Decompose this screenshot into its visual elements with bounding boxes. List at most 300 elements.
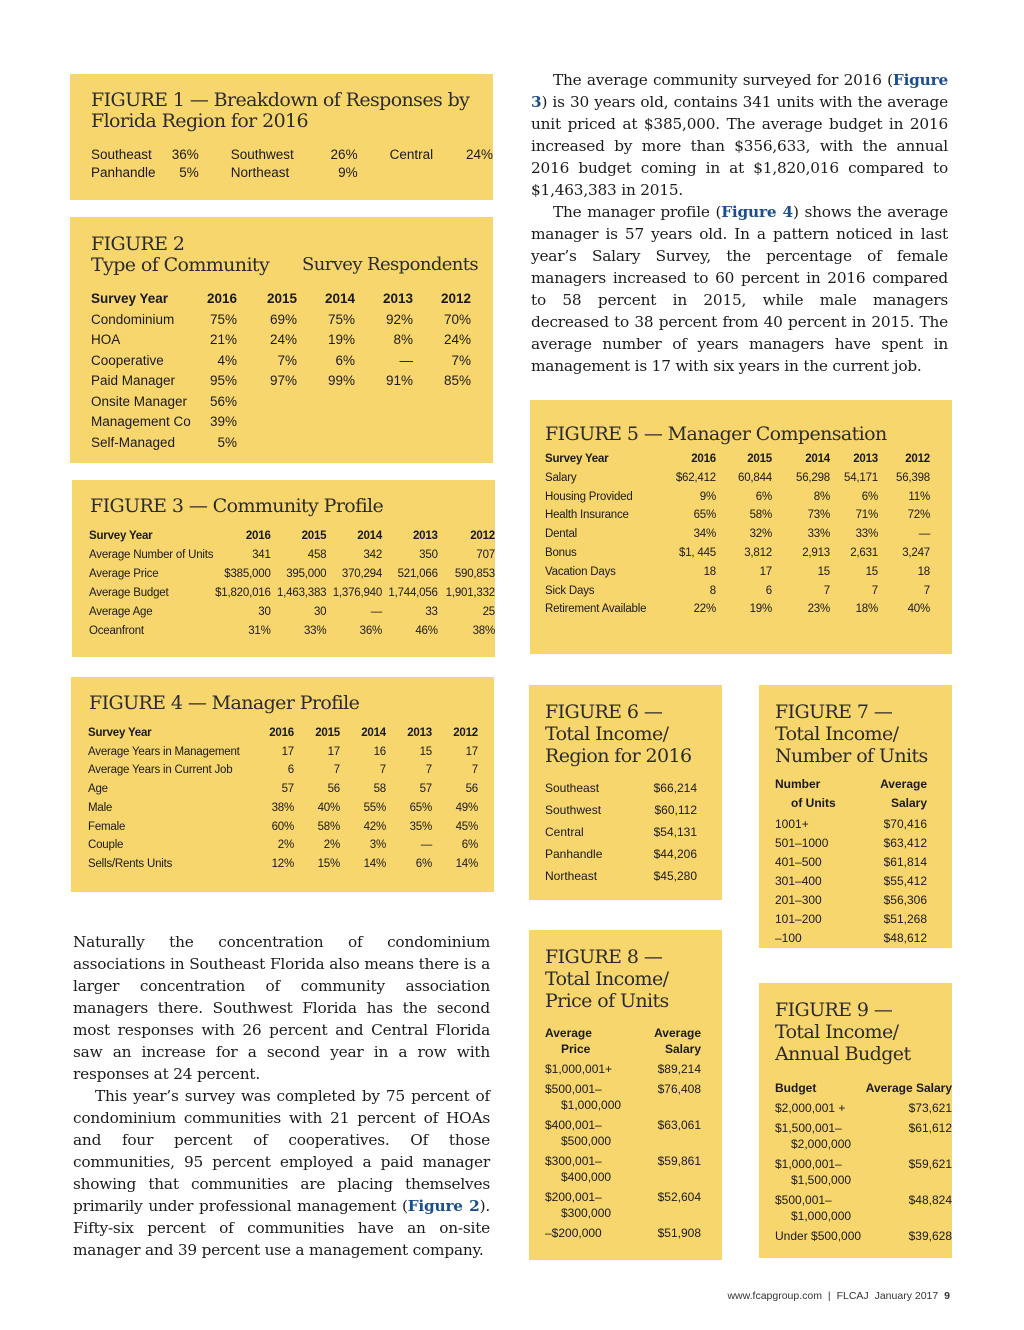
table-row: [88, 836, 478, 855]
table-cell: [355, 392, 413, 413]
table-cell: Health Insurance: [545, 509, 629, 522]
table-cell: Average Age: [89, 606, 153, 618]
cell-line: $500,000: [561, 1134, 612, 1148]
table-cell: 39%: [209, 414, 237, 429]
cell-line: Under $500,000: [775, 1229, 862, 1243]
figure-2-subtitle: Survey Respondents: [302, 254, 479, 275]
table-header-row: [89, 527, 495, 546]
text-span: ) is 30 years old, contains 341 units with the average unit priced at $385,000. The average budget in 2016 increased by more than $356,633, with the annual 2016 budget coming in at $1,820,016 compared to $1,463,383 in 2015.: [531, 93, 948, 199]
cell-line: $200,001–: [545, 1190, 602, 1204]
table-cell: 7%: [451, 352, 471, 368]
table-row: [545, 843, 697, 865]
table-cell: 11%: [908, 490, 930, 503]
table-cell: 2,631: [850, 546, 878, 559]
table-row: [545, 582, 930, 601]
table-cell: Northeast: [230, 165, 290, 180]
cell-line: of Units: [791, 796, 836, 810]
text-span: The manager profile (: [553, 203, 722, 221]
table-header-cell: [775, 775, 865, 815]
table-cell: $39,628: [908, 1229, 952, 1243]
table-cell: 7: [923, 584, 930, 597]
table-cell: Average Years in Management: [88, 745, 240, 758]
figure-6-title-line3: Region for 2016: [545, 745, 692, 767]
table-row: [545, 488, 930, 507]
table-row: [545, 600, 930, 619]
figure-2: [70, 217, 493, 463]
table-cell: 9%: [338, 165, 358, 180]
table-cell: 15: [817, 565, 830, 578]
table-header-cell: 2012: [470, 530, 495, 542]
table-cell: $60,112: [654, 803, 697, 817]
cell-line: $1,000,001–: [775, 1157, 842, 1171]
table-cell: $59,861: [657, 1154, 701, 1168]
cell-line: $1,500,001–: [775, 1121, 842, 1135]
table-row: [91, 310, 471, 331]
table-cell: 32%: [749, 528, 772, 541]
table-row: [775, 1228, 952, 1248]
table-header-cell: 2015: [315, 727, 340, 739]
cell-line: Average: [880, 777, 927, 791]
table-cell: 707: [476, 549, 495, 561]
footer-separator: |: [827, 1290, 831, 1302]
figure-8-title-line3: Price of Units: [545, 990, 669, 1012]
table-cell: 370,294: [341, 568, 383, 580]
table-cell: $51,268: [883, 912, 927, 926]
footer-publication: FLCAJ: [836, 1290, 869, 1302]
figure-6-table: [545, 777, 697, 887]
table-cell: 342: [363, 549, 383, 561]
table-cell: $63,412: [883, 836, 927, 850]
table-cell: —: [370, 606, 383, 618]
table-row: [91, 330, 471, 351]
table-cell: 521,066: [397, 568, 438, 580]
table-cell: Panhandle: [545, 847, 603, 861]
table-row: [91, 351, 471, 372]
table-cell: 69%: [269, 311, 297, 327]
table-cell: [545, 1189, 641, 1225]
table-header-cell: 2013: [382, 291, 413, 306]
table-row: [545, 506, 930, 525]
cell-line: $500,001–: [775, 1193, 832, 1207]
table-cell: 30: [313, 606, 327, 618]
figure-8-title-line1: FIGURE 8 —: [545, 946, 663, 968]
table-row: [775, 834, 927, 853]
figure-6-title-line1: FIGURE 6 —: [545, 701, 663, 723]
figure-1-title-line2: Florida Region for 2016: [91, 109, 309, 132]
cell-line: $1,500,000: [791, 1173, 852, 1187]
table-header-cell: 2014: [361, 727, 386, 739]
table-cell: 8%: [393, 332, 413, 347]
table-cell: 60%: [271, 820, 294, 833]
table-cell: 56: [465, 783, 478, 796]
table-cell: $48,824: [908, 1193, 952, 1207]
table-cell: 1,744,056: [388, 587, 438, 599]
figure-3-title: FIGURE 3 — Community Profile: [90, 495, 384, 517]
cell-line: $500,001–: [545, 1082, 602, 1096]
table-cell: —: [420, 839, 432, 852]
figure-7-title-line1: FIGURE 7 —: [775, 701, 893, 723]
table-cell: Average Budget: [89, 587, 169, 599]
footer-site[interactable]: www.fcapgroup.com: [727, 1290, 822, 1302]
table-header-row: [545, 1025, 701, 1061]
table-cell: [237, 412, 297, 433]
table-cell: 8: [709, 584, 716, 597]
table-cell: —: [918, 528, 930, 541]
table-cell: HOA: [91, 332, 121, 347]
table-cell: Retirement Available: [545, 603, 647, 616]
table-cell: [237, 392, 297, 413]
table-cell: Condominium: [91, 311, 175, 327]
table-cell: $48,612: [883, 931, 927, 945]
table-cell: 5%: [217, 434, 237, 450]
figure-9-table: [775, 1080, 952, 1248]
table-row: [545, 821, 697, 843]
table-cell: 12%: [271, 857, 294, 870]
table-row: [89, 546, 495, 565]
page-footer: [727, 1290, 950, 1302]
table-header-cell: 2015: [301, 530, 327, 542]
table-cell: Paid Manager: [91, 373, 176, 388]
table-cell: 99%: [327, 373, 355, 388]
table-cell: 72%: [907, 509, 930, 522]
table-header-cell: [545, 1025, 641, 1061]
figure-8-table: [545, 1025, 701, 1245]
cell-line: Average: [654, 1026, 701, 1040]
table-cell: 24%: [465, 147, 493, 162]
table-header-cell: 2012: [440, 291, 471, 306]
table-cell: $61,612: [908, 1121, 952, 1135]
table-row: [545, 469, 930, 488]
table-cell: 92%: [385, 311, 413, 327]
table-header-cell: 2016: [269, 727, 294, 739]
article-paragraph: [73, 1085, 490, 1261]
table-cell: $89,214: [657, 1062, 701, 1076]
table-cell: $66,214: [653, 781, 697, 795]
table-cell: 71%: [855, 509, 878, 522]
table-cell: 85%: [443, 373, 471, 388]
table-cell: 3,812: [744, 546, 772, 559]
table-header-cell: 2013: [853, 453, 878, 465]
table-cell: 65%: [409, 801, 432, 814]
table-row: [88, 855, 478, 874]
article-text-left: [73, 931, 490, 1261]
table-cell: 33%: [807, 528, 830, 541]
table-cell: 75%: [209, 311, 237, 327]
table-cell: 7: [333, 764, 340, 777]
table-header-row: [775, 1080, 952, 1100]
table-row: [89, 584, 495, 603]
table-row: [545, 1225, 701, 1245]
table-row: [775, 853, 927, 872]
figure-9: [759, 983, 952, 1258]
figure-4-title: FIGURE 4 — Manager Profile: [89, 692, 360, 714]
article-paragraph: [531, 201, 948, 377]
table-cell: $51,908: [657, 1226, 701, 1240]
table-cell: 40%: [907, 603, 930, 616]
table-cell: Dental: [545, 528, 578, 541]
table-cell: [297, 392, 355, 413]
table-cell: 395,000: [286, 568, 327, 580]
table-row: [775, 891, 927, 910]
table-header-cell: [641, 1025, 701, 1061]
table-cell: 73%: [807, 509, 830, 522]
table-cell: 42%: [363, 820, 386, 833]
cell-line: $400,001–: [545, 1118, 602, 1132]
table-header-cell: Budget: [775, 1081, 817, 1095]
table-cell: 38%: [271, 801, 294, 814]
figure-9-title-line1: FIGURE 9 —: [775, 999, 893, 1021]
table-cell: 22%: [693, 603, 716, 616]
table-cell: Housing Provided: [545, 490, 633, 503]
table-header-cell: 2014: [805, 453, 830, 465]
table-header-cell: 2016: [691, 453, 716, 465]
table-row: [545, 865, 697, 887]
table-cell: 31%: [248, 625, 271, 637]
figure-3-link[interactable]: Figure 3: [531, 71, 948, 111]
page-number: 9: [944, 1290, 950, 1302]
table-cell: $44,206: [653, 847, 697, 861]
table-cell: $59,621: [908, 1157, 952, 1171]
table-header-cell: Survey Year: [89, 530, 153, 542]
cell-line: Salary: [664, 1042, 701, 1056]
figure-3-table: [89, 527, 495, 641]
article-paragraph: Naturally the concentration of condominium associations in Southeast Florida also means there is a larger concentration of community association managers there. Southwest Florida has the second most responses with 26 percent and Central Florida saw an increase for a second year in a row with responses at 24 percent.: [73, 933, 490, 1083]
table-row: [545, 544, 930, 563]
cell-line: $1,000,000: [791, 1209, 852, 1223]
table-row: [775, 815, 927, 834]
table-cell: Northeast: [545, 869, 598, 883]
table-cell: 1,463,383: [276, 587, 327, 599]
table-row: [91, 412, 471, 433]
table-cell: 350: [419, 549, 438, 561]
table-header-cell: 2012: [905, 453, 930, 465]
table-header-row: [88, 724, 478, 743]
table-cell: $1, 445: [679, 546, 716, 559]
table-cell: [358, 164, 459, 182]
figure-7: [759, 685, 952, 948]
table-header-cell: Survey Year: [88, 727, 152, 739]
table-cell: 6%: [461, 839, 478, 852]
table-cell: 201–300: [775, 893, 822, 907]
table-cell: $70,416: [883, 817, 927, 831]
figure-2-title-line2: Type of Community: [91, 253, 270, 276]
table-header-cell: Survey Year: [545, 453, 609, 465]
table-cell: [545, 1225, 641, 1245]
figure-5: [530, 400, 952, 654]
table-row: [91, 433, 471, 454]
cell-line: Price: [561, 1042, 591, 1056]
cell-line: Number: [775, 777, 821, 791]
table-cell: [545, 1081, 641, 1117]
table-header-cell: 2013: [407, 727, 432, 739]
table-cell: Panhandle: [91, 165, 156, 180]
table-row: [88, 743, 478, 762]
table-cell: 21%: [209, 332, 237, 347]
figure-7-table: [775, 775, 927, 948]
table-cell: 19%: [327, 332, 355, 347]
cell-line: $1,000,001+: [545, 1062, 613, 1076]
table-cell: $73,621: [908, 1101, 952, 1115]
table-header-cell: 2014: [324, 291, 355, 306]
table-cell: $62,412: [675, 471, 716, 484]
table-row: [88, 818, 478, 837]
table-row: [91, 164, 493, 182]
table-cell: Age: [88, 783, 108, 796]
table-cell: 58%: [749, 509, 772, 522]
table-row: [89, 603, 495, 622]
table-cell: 91%: [385, 373, 413, 388]
table-cell: 15%: [317, 857, 340, 870]
table-cell: 33: [425, 606, 438, 618]
table-cell: 7: [871, 584, 878, 597]
table-row: [88, 761, 478, 780]
figure-6-title-line2: Total Income/: [545, 723, 669, 745]
figure-2-link[interactable]: Figure 2: [407, 1197, 480, 1215]
table-row: [775, 872, 927, 891]
table-header-cell: 2016: [206, 291, 237, 306]
table-cell: Onsite Manager: [91, 393, 188, 409]
table-cell: $55,412: [883, 874, 927, 888]
table-header-cell: 2013: [412, 530, 438, 542]
table-cell: [545, 1061, 641, 1081]
table-row: [545, 799, 697, 821]
text-span: The average community surveyed for 2016 (: [553, 71, 893, 89]
table-row: [545, 563, 930, 582]
table-header-cell: 2014: [357, 530, 383, 542]
table-cell: $76,408: [657, 1082, 701, 1096]
table-cell: 6%: [755, 490, 772, 503]
table-row: [545, 1189, 701, 1225]
table-cell: 2%: [277, 839, 294, 852]
table-cell: $63,061: [657, 1118, 701, 1132]
table-cell: 57: [419, 783, 432, 796]
figure-1-table: [91, 146, 493, 182]
table-cell: 18: [917, 565, 930, 578]
table-cell: 38%: [472, 625, 495, 637]
table-cell: 26%: [330, 147, 358, 162]
table-cell: 14%: [455, 857, 478, 870]
table-cell: 301–400: [775, 874, 822, 888]
table-cell: 49%: [455, 801, 478, 814]
table-row: [775, 1100, 952, 1120]
table-cell: Management Co: [91, 414, 191, 429]
table-cell: Southeast: [545, 781, 600, 795]
table-cell: [458, 164, 493, 182]
table-row: [545, 525, 930, 544]
table-cell: 3,247: [902, 546, 930, 559]
table-cell: 8%: [813, 490, 830, 503]
table-header-cell: Survey Year: [91, 291, 169, 306]
table-cell: 458: [307, 549, 327, 561]
table-cell: [545, 1153, 641, 1189]
table-cell: Average Number of Units: [89, 549, 214, 561]
figure-3: [72, 480, 495, 657]
table-cell: [237, 433, 297, 454]
figure-1-title-line1: FIGURE 1 — Breakdown of Responses by: [91, 89, 470, 111]
table-cell: 23%: [807, 603, 830, 616]
table-row: [91, 371, 471, 392]
figure-4-table: [88, 724, 478, 874]
table-cell: 14%: [363, 857, 386, 870]
table-cell: 54,171: [844, 471, 878, 484]
table-cell: 40%: [317, 801, 340, 814]
table-row: [91, 392, 471, 413]
table-cell: Male: [88, 801, 113, 814]
cell-line: $2,000,000: [791, 1137, 852, 1151]
table-cell: Couple: [88, 839, 124, 852]
table-cell: —: [399, 352, 413, 368]
table-cell: 56,298: [796, 471, 830, 484]
table-cell: 34%: [693, 528, 716, 541]
cell-line: $300,001–: [545, 1154, 602, 1168]
table-row: [545, 1117, 701, 1153]
table-cell: [413, 433, 471, 454]
table-cell: 7: [425, 764, 432, 777]
table-cell: [775, 1192, 866, 1228]
table-cell: [413, 412, 471, 433]
table-cell: Average Price: [89, 568, 159, 580]
table-cell: 4%: [217, 352, 237, 368]
table-row: [89, 565, 495, 584]
table-cell: [297, 433, 355, 454]
table-cell: 15: [419, 745, 432, 758]
table-cell: $52,604: [657, 1190, 701, 1204]
table-cell: 60,844: [738, 471, 772, 484]
table-cell: [413, 392, 471, 413]
table-cell: Self-Managed: [91, 434, 176, 450]
table-cell: $61,814: [883, 855, 927, 869]
table-cell: 5%: [179, 165, 199, 180]
text-span: ). Fifty-six percent of communities have an on-site manager and 39 percent use a management company.: [73, 1197, 490, 1259]
table-cell: 7: [471, 764, 478, 777]
table-cell: 19%: [749, 603, 772, 616]
table-cell: Central: [389, 147, 434, 162]
table-cell: [545, 1117, 641, 1153]
table-cell: 65%: [693, 509, 716, 522]
figure-4-link[interactable]: Figure 4: [721, 203, 793, 221]
table-cell: 17: [327, 745, 340, 758]
table-cell: 30: [258, 606, 271, 618]
table-cell: 6: [765, 584, 772, 597]
table-row: [775, 1192, 952, 1228]
table-cell: 35%: [409, 820, 432, 833]
table-cell: 24%: [269, 332, 297, 347]
table-cell: 401–500: [775, 855, 822, 869]
table-cell: 1001+: [775, 817, 809, 831]
table-cell: $1,820,016: [215, 587, 271, 599]
table-cell: 56,398: [896, 471, 930, 484]
cell-line: $400,000: [561, 1170, 612, 1184]
table-cell: $45,280: [653, 869, 697, 883]
table-header-cell: 2015: [747, 453, 772, 465]
figure-6: [529, 685, 722, 900]
table-cell: Southwest: [230, 147, 294, 162]
table-header-row: [545, 450, 930, 469]
table-cell: 46%: [415, 625, 438, 637]
table-cell: Sells/Rents Units: [88, 857, 173, 870]
table-cell: 2%: [323, 839, 340, 852]
table-header-cell: [865, 775, 927, 815]
table-cell: 56%: [209, 393, 237, 409]
figure-7-title-line3: Number of Units: [775, 745, 928, 767]
table-cell: $54,131: [653, 825, 697, 839]
table-cell: 6%: [335, 352, 355, 368]
figure-9-title-line3: Annual Budget: [775, 1043, 911, 1065]
figure-7-title-line2: Total Income/: [775, 723, 899, 745]
table-cell: [355, 433, 413, 454]
text-span: ) shows the average manager is 57 years old. In a pattern noticed in last year’s Salary Survey, the percentage of female managers increased to 60 percent in 2016 compared to 58 percent in 2015, while male managers decreased to 38 percent from 40 percent in 2015. The average number of years managers have spent in management is 17 with six years in the current job.: [531, 203, 948, 375]
table-cell: 2,913: [802, 546, 830, 559]
